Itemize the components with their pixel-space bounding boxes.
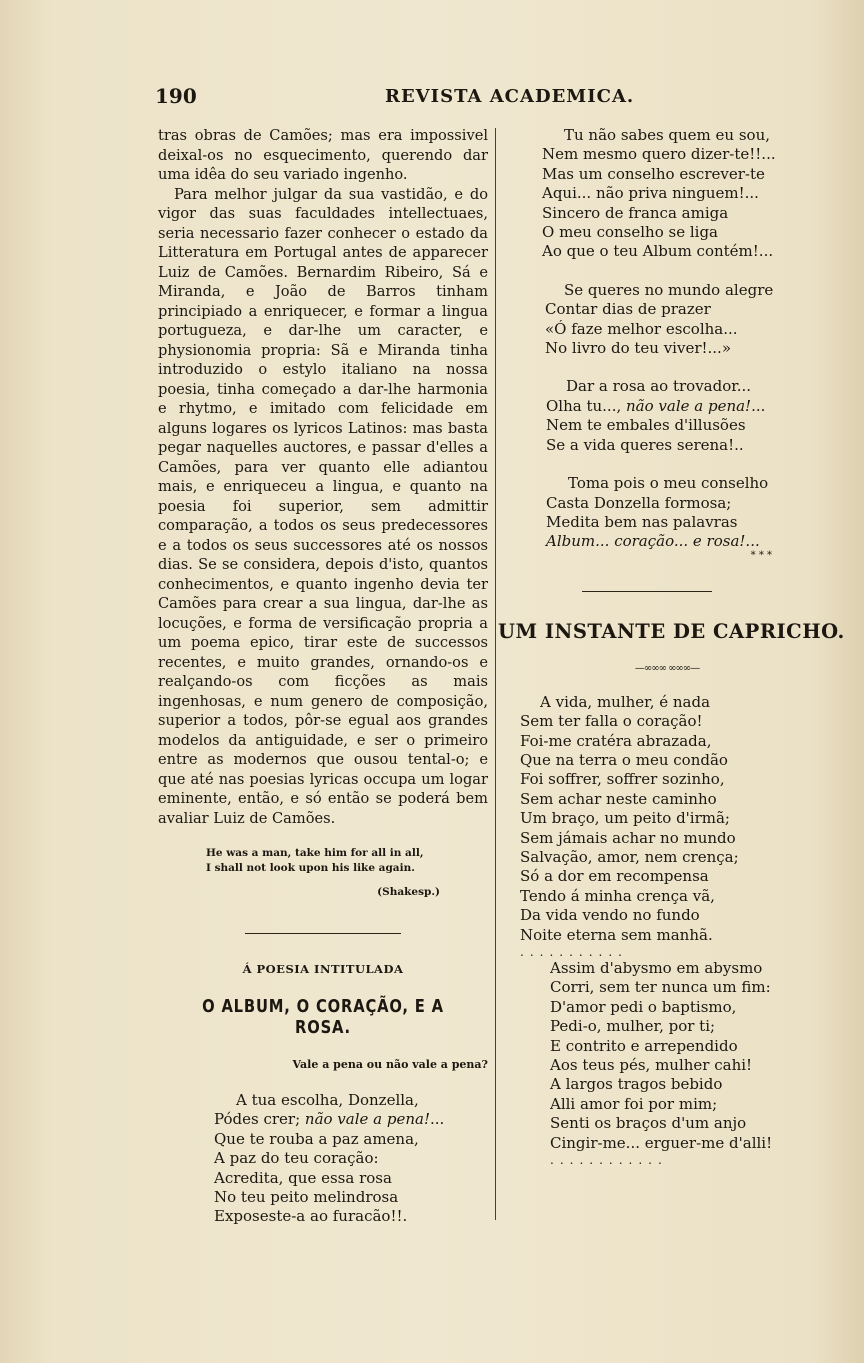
verse-line: Sincero de franca amiga — [542, 203, 729, 222]
poem-album-stanza-5 — [546, 474, 832, 552]
poem-capricho-stanza-1 — [520, 693, 832, 959]
section-stars: * * * — [750, 549, 772, 561]
verse-line: Se a vida queres serena!.. — [546, 435, 744, 454]
poem-album-stanza-2 — [542, 126, 832, 262]
verse-line: Tu não sabes quem eu sou, — [564, 126, 771, 144]
verse-line: Exposeste-a ao furacão!!. — [214, 1207, 408, 1226]
ornament-divider: —∞∞∞ ∞∞∞— — [634, 662, 700, 674]
verse-line: Medita bem nas palavras — [546, 512, 738, 531]
verse-line: Assim d'abysmo em abysmo — [550, 959, 763, 977]
quote-line: He was a man, take him for all in all, — [206, 847, 424, 859]
verse-line: Acredita, que essa rosa — [214, 1168, 392, 1187]
shakespeare-quote — [206, 846, 488, 876]
poem-album-stanza-4 — [546, 377, 832, 455]
verse-line: Sem achar neste caminho — [520, 789, 717, 808]
section-title: UM INSTANTE DE CAPRICHO. — [498, 619, 845, 643]
verse-line: Que te rouba a paz amena, — [214, 1129, 419, 1148]
poem-title: O ALBUM, O CORAÇÃO, E A ROSA. — [202, 996, 444, 1038]
column-divider — [495, 128, 496, 1220]
poem-epigraph: Vale a pena ou não vale a pena? — [292, 1058, 488, 1071]
verse-line: Pedi-o, mulher, por ti; — [550, 1017, 716, 1036]
verse-line: Pódes crer; não vale a pena!... — [214, 1110, 445, 1129]
section-rule — [582, 591, 712, 592]
verse-line: No livro do teu viver!...» — [545, 339, 731, 358]
verse-line: Ao que o teu Album contém!... — [542, 242, 774, 261]
verse-line: Toma pois o meu conselho — [568, 474, 769, 493]
verse-line: Contar dias de prazer — [545, 300, 711, 319]
right-column — [498, 126, 845, 1168]
ellipsis-row: ............ — [550, 1153, 668, 1168]
verse-line: E contrito e arrependido — [550, 1036, 738, 1055]
poem-album-stanza-1 — [214, 1091, 488, 1227]
verse-line: D'amor pedi o baptismo, — [550, 997, 737, 1016]
verse-line: Se queres no mundo alegre — [564, 280, 774, 299]
verse-line: A paz do teu coração: — [214, 1149, 379, 1168]
verse-line: O meu conselho se liga — [542, 223, 719, 242]
ellipsis-row: ........... — [520, 945, 628, 959]
verse-line: Aqui... não priva ninguem!... — [542, 184, 759, 203]
verse-line: Foi soffrer, soffrer sozinho, — [520, 770, 725, 789]
poem-album-stanza-3 — [545, 281, 832, 359]
running-title: REVISTA ACADEMICA. — [385, 86, 635, 107]
verse-line: Senti os braços d'um anjo — [550, 1114, 747, 1133]
verse-line: A largos tragos bebido — [550, 1075, 723, 1094]
verse-line: No teu peito melindrosa — [214, 1188, 399, 1207]
verse-line: Aos teus pés, mulher cahi! — [550, 1056, 753, 1075]
paragraph-2: Para melhor julgar da sua vastidão, e do vigor das suas faculdades intellectuaes, seria necessario fazer conhecer o estado da Litteratura em Portugal antes de apparecer Luiz de Camões. Bernardim Ribeiro, Sá e Miranda, e João de Barros tinham principiado a enriquecer, e formar a lingua portugueza, e dar-lhe um caracter, e physionomia propria: Sã e Miranda tinha introduzido o estylo italiano na nossa poesia, tinha começado a dar-lhe harmonia e rhytmo, e imitado com felicidade em alguns logares os lyricos Latinos: mas basta pegar naquelles auctores, e passar d'elles a Camões, para ver quanto elle adiantou mais, e enriqueceu a lingua, e quanto na poesia foi superior, sem admittir comparação, a todos os seus predecessores e a todos os seus successores até os nossos dias. Se se considera, depois d'isto, quantos conhecimentos, e quanto ingenho devia ter Camões para crear a sua lingua, dar-lhe as locuções, e forma de versificação propria a um poema epico, tirar este de successos recentes, e muito grandes, ornando-os e realçando-os com ficções as mais ingenhosas, e num genero de composição, superior a todos, pôr-se egual aos grandes modelos da antiguidade, e ser o primeiro entre as modernos que ousou tental-o; e que até nas poesias lyricas occupa um logar eminente, então, e só então se poderá bem avaliar Luiz de Camões. — [158, 185, 488, 827]
verse-line: Album... coração... e rosa!... — [546, 532, 760, 551]
verse-line: Tendo á minha crença vã, — [520, 886, 715, 905]
paragraph-1: tras obras de Camões; mas era impossivel deixal-os no esquecimento, querendo dar uma idêa do seu variado ingenho. — [158, 127, 488, 183]
verse-line: Olha tu..., não vale a pena!... — [546, 396, 766, 415]
verse-line: Noite eterna sem manhã. — [520, 925, 713, 944]
verse-line: Dar a rosa ao trovador... — [566, 377, 752, 396]
verse-line: Nem mesmo quero dizer-te!!... — [542, 145, 776, 164]
verse-line: Salvação, amor, nem crença; — [520, 847, 739, 866]
verse-line: Corri, sem ter nunca um fim: — [550, 978, 771, 997]
page-header — [155, 84, 815, 114]
verse-line: A vida, mulher, é nada — [540, 692, 711, 711]
poem-capricho-stanza-2 — [550, 959, 832, 1167]
verse-line: Mas um conselho escrever-te — [542, 164, 765, 183]
verse-line: A tua escolha, Donzella, — [236, 1091, 419, 1109]
verse-line: «Ó faze melhor escolha... — [545, 319, 738, 338]
verse-line: Que na terra o meu condão — [520, 750, 728, 769]
verse-line: Da vida vendo no fundo — [520, 906, 700, 925]
section-rule — [245, 933, 401, 934]
quote-line: I shall not look upon his like again. — [206, 862, 415, 874]
quote-attribution: (Shakesp.) — [377, 886, 440, 898]
verse-line: Foi-me cratéra abrazada, — [520, 731, 712, 750]
verse-line: Nem te embales d'illusões — [546, 416, 746, 435]
page-number: 190 — [155, 84, 197, 108]
verse-line: Sem jámais achar no mundo — [520, 828, 736, 847]
verse-line: Cingir-me... erguer-me d'alli! — [550, 1133, 773, 1152]
poem-dedication: Á POESIA INTITULADA — [242, 962, 404, 976]
verse-line: Alli amor foi por mim; — [550, 1094, 718, 1113]
verse-line: Um braço, um peito d'irmã; — [520, 809, 730, 828]
verse-line: Só a dor em recompensa — [520, 867, 709, 886]
verse-line: Casta Donzella formosa; — [546, 493, 732, 512]
left-column — [158, 126, 488, 1227]
verse-line: Sem ter falla o coração! — [520, 712, 703, 731]
